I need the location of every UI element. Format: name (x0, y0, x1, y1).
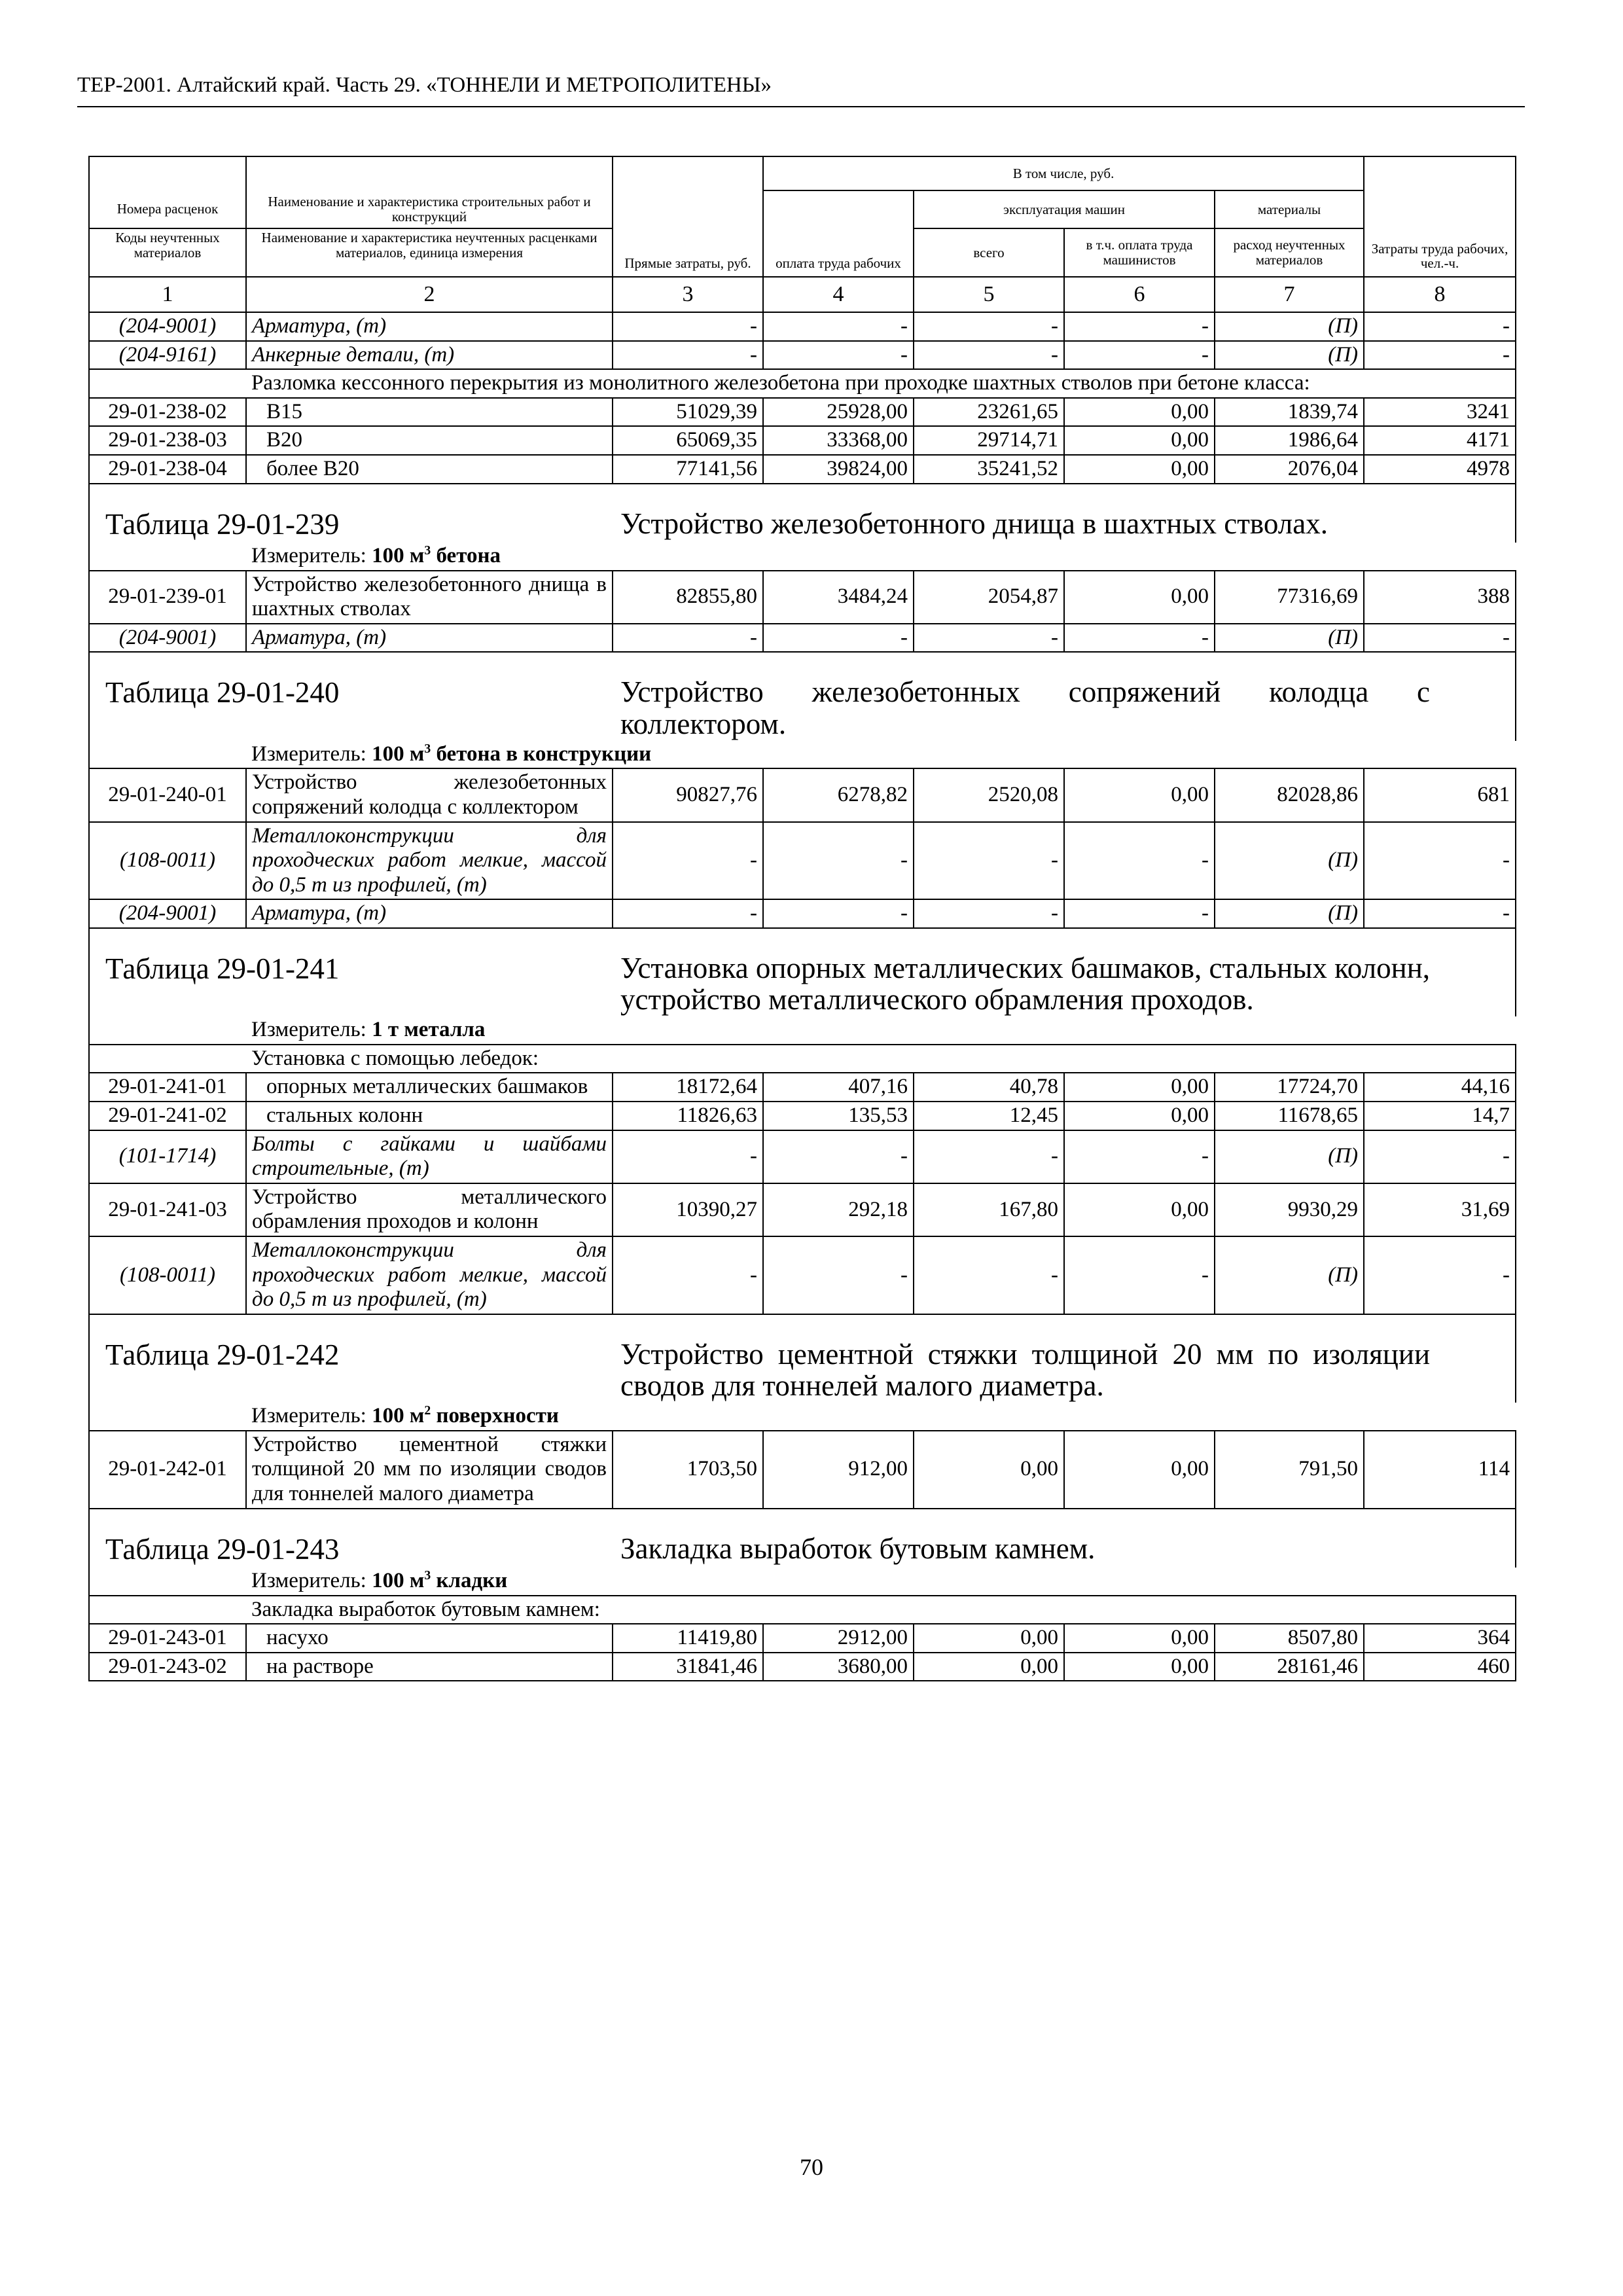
table-row: 29-01-241-03 Устройство металлического обрамления проходов и колонн 10390,27 292,18 167,80 0,00 9930,29 31,69 (89, 1183, 1516, 1236)
header-row (89, 156, 1516, 190)
rate-code: 29-01-238-02 (89, 398, 246, 427)
page-number: 70 (800, 2154, 823, 2180)
price-table (88, 156, 1516, 1681)
work-name-header: Наименование и характеристика строительных работ и конструкций (246, 190, 613, 228)
measure-label: Измеритель: 100 $м^3$ кладки (246, 1568, 1516, 1596)
rate-name: В15 (246, 398, 613, 427)
material-name: Арматура, (т) (246, 624, 613, 653)
rate-name: насухо (246, 1624, 613, 1653)
table-row: 29-01-238-02 В15 51029,39 25928,00 23261,65 0,00 1839,74 3241 (89, 398, 1516, 427)
running-header: ТЕР-2001. Алтайский край. Часть 29. «ТОННЕЛИ И МЕТРОПОЛИТЕНЫ» (77, 73, 772, 97)
material-code: (204-9001) (89, 312, 246, 341)
measure-row (89, 1403, 1516, 1431)
header-rule (77, 106, 1525, 107)
table-title: Таблица 29-01-242 (89, 1314, 613, 1403)
material-name: Арматура, (т) (246, 899, 613, 928)
section-heading: Установка с помощью лебедок: (246, 1045, 1516, 1073)
table-row: 29-01-243-01 насухо 11419,80 2912,00 0,00 0,00 8507,80 364 (89, 1624, 1516, 1653)
section-heading-row (89, 369, 1516, 398)
section-heading-row (89, 1045, 1516, 1073)
materials-header: материалы (1215, 190, 1364, 228)
incl-rub-header: В том числе, руб. (763, 156, 1364, 190)
direct-costs-header: Прямые затраты, руб. (613, 190, 763, 277)
table-row: (108-0011) Металлоконструкции для проходческих работ мелкие, массой до 0,5 т из профилей, (т) - - - - (П) - (89, 1236, 1516, 1314)
table-row: 29-01-238-04 более В20 77141,56 39824,00 35241,52 0,00 2076,04 4978 (89, 455, 1516, 484)
rate-code: 29-01-243-02 (89, 1653, 246, 1681)
column-numbers-row: 1 2 3 4 5 6 7 8 (89, 277, 1516, 312)
material-name: Болты с гайками и шайбами строительные, (т) (246, 1130, 613, 1183)
rate-name: В20 (246, 426, 613, 455)
rate-name: Устройство металлического обрамления проходов и колонн (246, 1183, 613, 1236)
table-row: (101-1714) Болты с гайками и шайбами строительные, (т) - - - - (П) - (89, 1130, 1516, 1183)
measure-label: Измеритель: 100 $м^3$ бетона (246, 543, 1516, 571)
rate-name: Устройство цементной стяжки толщиной 20 мм по изоляции сводов для тоннелей малого диаметра (246, 1431, 613, 1509)
unaccounted-mat-header: расход неучтенных материалов (1215, 228, 1364, 277)
table-row: (204-9001) Арматура, (т) - - - - (П) - (89, 624, 1516, 653)
rate-code: 29-01-241-01 (89, 1073, 246, 1102)
rate-name: более В20 (246, 455, 613, 484)
labor-costs-header: Затраты труда рабочих, чел.-ч. (1364, 190, 1516, 277)
measure-row (89, 1568, 1516, 1596)
rate-name: на растворе (246, 1653, 613, 1681)
measure-row (89, 741, 1516, 769)
table-row: 29-01-239-01 Устройство железобетонного днища в шахтных стволах 82855,80 3484,24 2054,87 0,00 77316,69 388 (89, 571, 1516, 624)
rate-code: 29-01-241-02 (89, 1102, 246, 1130)
table-title-row (89, 652, 1516, 740)
table-title: Таблица 29-01-240 (89, 652, 613, 740)
rate-code: 29-01-238-04 (89, 455, 246, 484)
measure-label: Измеритель: 100 $м^2$ поверхности (246, 1403, 1516, 1431)
rate-code: 29-01-242-01 (89, 1431, 246, 1509)
section-heading: Разломка кессонного перекрытия из монолитного железобетона при проходке шахтных стволов при бетоне класса: (246, 369, 1516, 398)
rate-code: 29-01-238-03 (89, 426, 246, 455)
material-name: Арматура, (т) (246, 312, 613, 341)
table-title-row (89, 1314, 1516, 1403)
table-description: Установка опорных металлических башмаков, стальных колонн, устройство металлического обрамления проходов. (613, 928, 1516, 1016)
table-title-row (89, 928, 1516, 1016)
rate-name: стальных колонн (246, 1102, 613, 1130)
rate-code: 29-01-239-01 (89, 571, 246, 624)
table-title: Таблица 29-01-239 (89, 484, 613, 543)
table-description: Устройство цементной стяжки толщиной 20 мм по изоляции сводов для тоннелей малого диаметра. (613, 1314, 1516, 1403)
labor-pay-header: оплата труда рабочих (763, 228, 914, 277)
table-title: Таблица 29-01-241 (89, 928, 613, 1016)
header-row (89, 190, 1516, 228)
material-code: (204-9161) (89, 341, 246, 370)
table-title-row (89, 1509, 1516, 1568)
material-name: Анкерные детали, (т) (246, 341, 613, 370)
rate-code: 29-01-241-03 (89, 1183, 246, 1236)
machine-op-header: эксплуатация машин (914, 190, 1215, 228)
table-row: (204-9001) Арматура, (т) - - - - (П) - (89, 899, 1516, 928)
section-heading-row (89, 1596, 1516, 1624)
material-code: (108-0011) (89, 822, 246, 900)
table-row: 29-01-243-02 на растворе 31841,46 3680,00 0,00 0,00 28161,46 460 (89, 1653, 1516, 1681)
material-code: (108-0011) (89, 1236, 246, 1314)
material-name: Металлоконструкции для проходческих работ мелкие, массой до 0,5 т из профилей, (т) (246, 1236, 613, 1314)
measure-label: Измеритель: 1 т металла (246, 1016, 1516, 1045)
measure-label: Измеритель: 100 $м^3$ бетона в конструкции (246, 741, 1516, 769)
table-description: Закладка выработок бутовым камнем. (613, 1509, 1516, 1568)
rate-code: 29-01-240-01 (89, 768, 246, 821)
machine-labor-header: в т.ч. оплата труда машинистов (1064, 228, 1215, 277)
table-row: 29-01-238-03 В20 65069,35 33368,00 29714,71 0,00 1986,64 4171 (89, 426, 1516, 455)
section-heading: Закладка выработок бутовым камнем: (246, 1596, 1516, 1624)
unaccounted-names-header: Наименование и характеристика неучтенных расценками материалов, единица измерения (246, 228, 613, 277)
table-row: (108-0011) Металлоконструкции для проходческих работ мелкие, массой до 0,5 т из профилей, (т) - - - - (П) - (89, 822, 1516, 900)
table-title-row (89, 484, 1516, 543)
material-code: (101-1714) (89, 1130, 246, 1183)
table-row: 29-01-241-01 опорных металлических башмаков 18172,64 407,16 40,78 0,00 17724,70 44,16 (89, 1073, 1516, 1102)
rate-name: опорных металлических башмаков (246, 1073, 613, 1102)
table-row: (204-9161) Анкерные детали, (т) - - - - (П) - (89, 341, 1516, 370)
rate-code: 29-01-243-01 (89, 1624, 246, 1653)
table-description: Устройство железобетонного днища в шахтных стволах. (613, 484, 1516, 543)
unaccounted-codes-header: Коды неучтенных материалов (89, 228, 246, 277)
material-code: (204-9001) (89, 624, 246, 653)
measure-row (89, 543, 1516, 571)
rate-numbers-header: Номера расценок (89, 190, 246, 228)
measure-row (89, 1016, 1516, 1045)
rate-name: Устройство железобетонных сопряжений колодца с коллектором (246, 768, 613, 821)
rate-name: Устройство железобетонного днища в шахтных стволах (246, 571, 613, 624)
table-row: 29-01-241-02 стальных колонн 11826,63 135,53 12,45 0,00 11678,65 14,7 (89, 1102, 1516, 1130)
table-description: Устройство железобетонных сопряжений колодца с коллектором. (613, 652, 1516, 740)
table-row: 29-01-242-01 Устройство цементной стяжки толщиной 20 мм по изоляции сводов для тоннелей малого диаметра 1703,50 912,00 0,00 0,00 791,50 114 (89, 1431, 1516, 1509)
material-code: (204-9001) (89, 899, 246, 928)
material-name: Металлоконструкции для проходческих работ мелкие, массой до 0,5 т из профилей, (т) (246, 822, 613, 900)
machine-total-header: всего (914, 228, 1064, 277)
table-title: Таблица 29-01-243 (89, 1509, 613, 1568)
table-row: 29-01-240-01 Устройство железобетонных сопряжений колодца с коллектором 90827,76 6278,82 2520,08 0,00 82028,86 681 (89, 768, 1516, 821)
table-row: (204-9001) Арматура, (т) - - - - (П) - (89, 312, 1516, 341)
